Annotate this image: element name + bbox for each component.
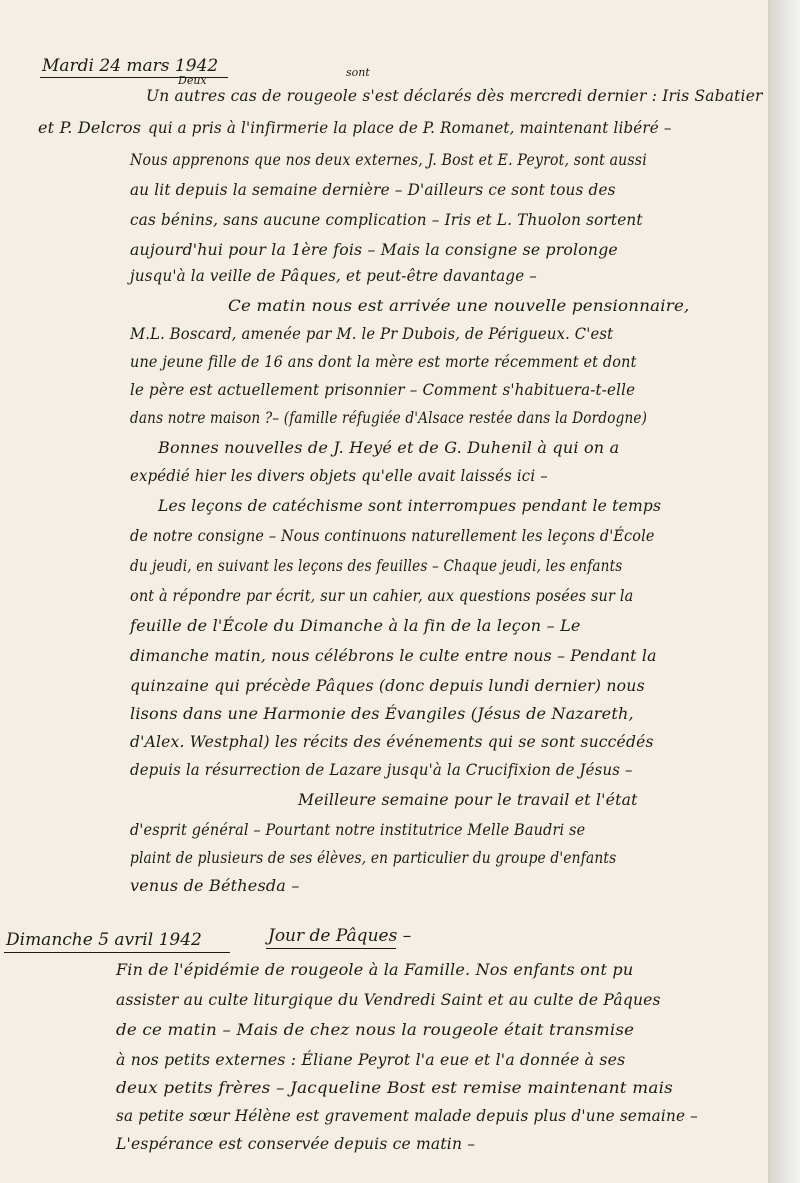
entry1-insert-sont: sont <box>346 66 370 79</box>
entry1-line: de notre consigne – Nous continuons naturellement les leçons d'École <box>130 526 655 545</box>
entry1-line: venus de Béthesda – <box>130 876 300 895</box>
entry1-line: jusqu'à la veille de Pâques, et peut-être davantage – <box>130 266 537 285</box>
entry1-date: Mardi 24 mars 1942 <box>42 56 219 76</box>
entry1-line: Les leçons de catéchisme sont interrompues pendant le temps <box>158 496 662 515</box>
entry2-line: deux petits frères – Jacqueline Bost est remise maintenant mais <box>116 1078 674 1097</box>
entry2-subtitle: Jour de Pâques – <box>268 926 412 946</box>
entry1-line: quinzaine qui précède Pâques (donc depuis lundi dernier) nous <box>130 676 645 695</box>
entry1-line: Meilleure semaine pour le travail et l'état <box>298 790 638 809</box>
entry2-line: sa petite sœur Hélène est gravement malade depuis plus d'une semaine – <box>116 1106 698 1125</box>
entry1-line: au lit depuis la semaine dernière – D'ailleurs ce sont tous des <box>130 180 616 199</box>
entry2-date: Dimanche 5 avril 1942 <box>6 930 202 950</box>
binding-edge <box>770 0 800 1183</box>
entry1-line: aujourd'hui pour la 1ère fois – Mais la consigne se prolonge <box>130 240 618 259</box>
entry1-line: d'Alex. Westphal) les récits des événements qui se sont succédés <box>130 732 654 751</box>
entry1-line: du jeudi, en suivant les leçons des feuilles – Chaque jeudi, les enfants <box>130 556 623 575</box>
entry2-subtitle-underline <box>266 948 396 949</box>
entry1-line: une jeune fille de 16 ans dont la mère est morte récemment et dont <box>130 352 637 371</box>
entry1-line: d'esprit général – Pourtant notre institutrice Melle Baudri se <box>130 820 586 839</box>
entry1-line: Nous apprenons que nos deux externes, J. Bost et E. Peyrot, sont aussi <box>130 150 647 169</box>
entry1-line: Bonnes nouvelles de J. Heyé et de G. Duhenil à qui on a <box>158 438 620 457</box>
entry1-insert-deux: Deux <box>178 74 207 87</box>
entry1-line: plaint de plusieurs de ses élèves, en particulier du groupe d'enfants <box>130 848 617 867</box>
entry2-line: à nos petits externes : Éliane Peyrot l'a eue et l'a donnée à ses <box>116 1050 626 1069</box>
entry1-line: dans notre maison ?– (famille réfugiée d'Alsace restée dans la Dordogne) <box>130 408 648 427</box>
entry2-line: de ce matin – Mais de chez nous la rougeole était transmise <box>116 1020 635 1039</box>
entry1-line: le père est actuellement prisonnier – Comment s'habituera-t-elle <box>130 380 636 399</box>
entry1-line: feuille de l'École du Dimanche à la fin de la leçon – Le <box>130 616 581 635</box>
entry1-line: dimanche matin, nous célébrons le culte entre nous – Pendant la <box>130 646 657 665</box>
entry1-line: Un autres cas de rougeole s'est déclarés dès mercredi dernier : Iris Sabatier <box>146 86 763 105</box>
entry2-line: assister au culte liturgique du Vendredi Saint et au culte de Pâques <box>116 990 661 1009</box>
entry2-date-underline <box>4 952 230 953</box>
entry1-line: lisons dans une Harmonie des Évangiles (Jésus de Nazareth, <box>130 704 634 723</box>
entry1-line: qui a pris à l'infirmerie la place de P. Romanet, maintenant libéré – <box>148 118 672 137</box>
entry1-line: cas bénins, sans aucune complication – Iris et L. Thuolon sortent <box>130 210 643 229</box>
entry1-line: expédié hier les divers objets qu'elle avait laissés ici – <box>130 466 548 485</box>
entry1-line: ont à répondre par écrit, sur un cahier, aux questions posées sur la <box>130 586 634 605</box>
entry1-line: M.L. Boscard, amenée par M. le Pr Dubois, de Périgueux. C'est <box>130 324 614 343</box>
entry1-line: depuis la résurrection de Lazare jusqu'à la Crucifixion de Jésus – <box>130 760 633 779</box>
entry1-margin-note: et P. Delcros <box>38 118 142 137</box>
entry2-line: Fin de l'épidémie de rougeole à la Famille. Nos enfants ont pu <box>116 960 634 979</box>
entry2-line: L'espérance est conservée depuis ce matin – <box>116 1134 476 1153</box>
entry1-line: Ce matin nous est arrivée une nouvelle pensionnaire, <box>228 296 690 315</box>
